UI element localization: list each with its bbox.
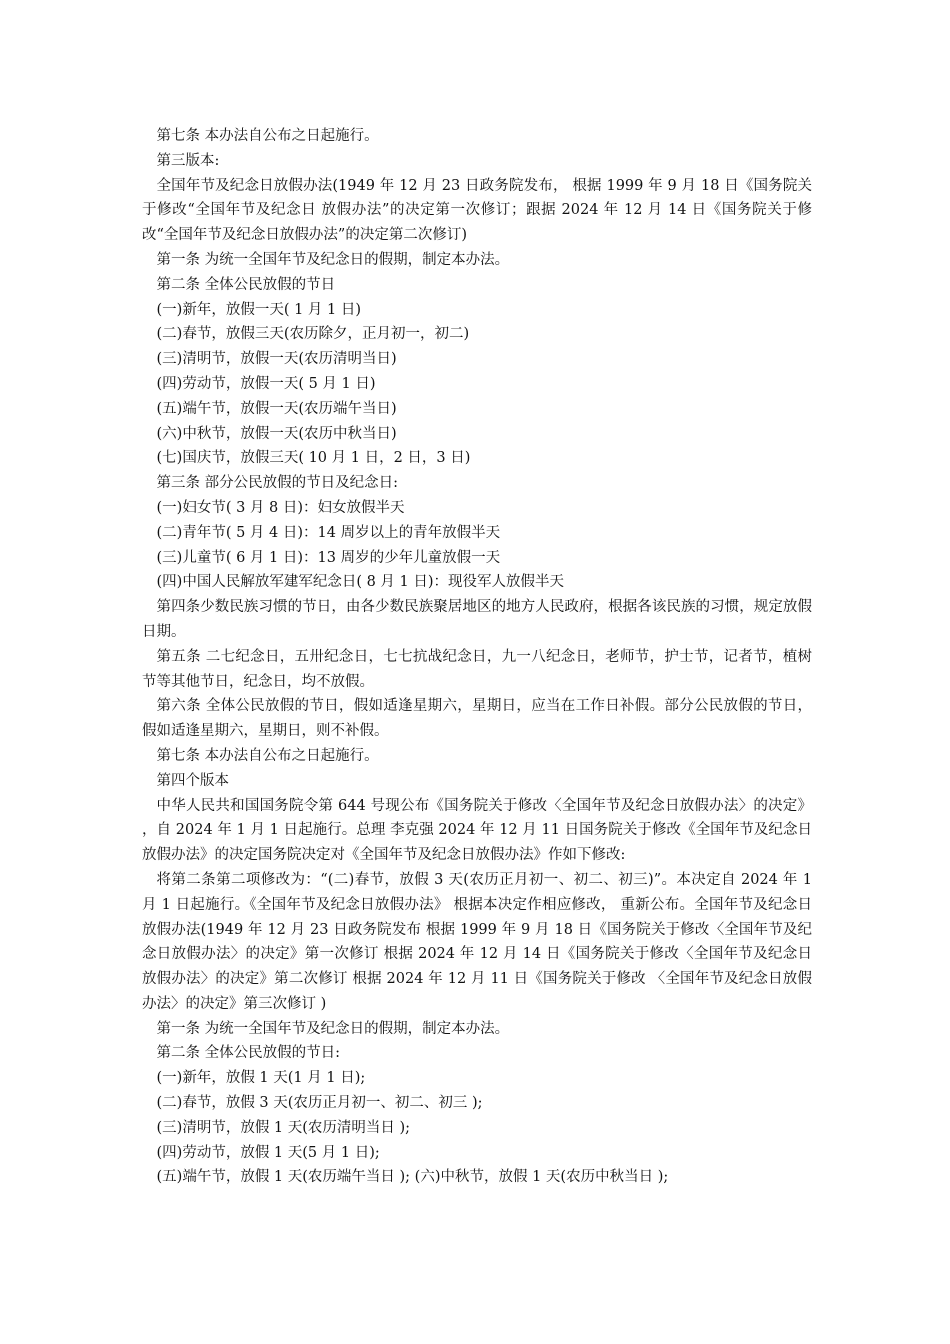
article-1: 第一条 为统一全国年节及纪念日的假期，制定本办法。 — [156, 251, 510, 268]
list-item: (四)劳动节，放假一天( 5 月 1 日) — [156, 375, 376, 392]
article-3: 第三条 部分公民放假的节日及纪念日: — [156, 475, 398, 492]
list-item: (一)妇女节( 3 月 8 日)：妇女放假半天 — [156, 499, 405, 516]
article-2: 第二条 全体公民放假的节日: — [156, 1045, 340, 1062]
article-2: 第二条 全体公民放假的节日 — [156, 276, 336, 293]
list-item: (五)端午节，放假 1 天(农历端午当日 ); (六)中秋节，放假 1 天(农历中秋当日 ); — [156, 1169, 669, 1186]
list-item: (五)端午节，放假一天(农历端午当日) — [156, 400, 397, 417]
list-item: (三)清明节，放假 1 天(农历清明当日 ); — [156, 1119, 411, 1136]
amendment-text: 将第二条第二项修改为：“(二)春节，放假 3 天(农历正月初一、初二、初三)”。本决定自 2024 年 1 月 1 日起施行。《全国年节及纪念日放假办法》 根据本决定作相应修改， 重新公布。全国年节及纪念日放假办法(1949 年 12 月 23 日政务院发布 根据 1999 年 9 月 18 日《国务院关于修改〈全国年节及纪念日放假办法〉的决定》第一次修订 根据 2024 年 12 月 14 日《国务院关于修改〈全国年节及纪念日放假办法〉的决定》第二次修订 根据 2024 年 12 月 11 日《国务院关于修改 〈全国年节及纪念日放假办法〉的决定》第三次修订 ) — [142, 871, 812, 1012]
article-7: 第七条 本办法自公布之日起施行。 — [156, 128, 379, 144]
article-5: 第五条 二七纪念日，五卅纪念日，七七抗战纪念日，九一八纪念日，老师节，护士节，记者节，植树节等其他节日，纪念日，均不放假。 — [142, 648, 812, 690]
article-7: 第七条 本办法自公布之日起施行。 — [156, 747, 379, 764]
version-3-title: 全国年节及纪念日放假办法(1949 年 12 月 23 日政务院发布， 根据 1999 年 9 月 18 日《国务院关于修改“全国年节及纪念日 放假办法”的决定第一次修订；跟据 2024 年 12 月 14 日《国务院关于修改“全国年节及纪念日放假办法”的决定第二次修订) — [142, 177, 812, 244]
article-4: 第四条少数民族习惯的节日，由各少数民族聚居地区的地方人民政府，根据各该民族的习惯，规定放假日期。 — [142, 599, 812, 640]
list-item: (七)国庆节，放假三天( 10 月 1 日，2 日，3 日) — [156, 450, 471, 467]
list-item: (二)青年节( 5 月 4 日)：14 周岁以上的青年放假半天 — [156, 524, 501, 541]
list-item: (一)新年，放假 1 天(1 月 1 日); — [156, 1070, 366, 1087]
list-item: (二)春节，放假 3 天(农历正月初一、初二、初三 ); — [156, 1095, 483, 1112]
list-item: (三)儿童节( 6 月 1 日)：13 周岁的少年儿童放假一天 — [156, 549, 501, 566]
list-item: (一)新年，放假一天( 1 月 1 日) — [156, 301, 362, 318]
version-3-heading: 第三版本: — [156, 152, 220, 169]
version-4-heading: 第四个版本 — [156, 772, 229, 789]
list-item: (二)春节，放假三天(农历除夕，正月初一，初二) — [156, 326, 470, 343]
article-6: 第六条 全体公民放假的节日，假如适逢星期六，星期日，应当在工作日补假。部分公民放假的节日，假如适逢星期六，星期日，则不补假。 — [142, 698, 812, 740]
list-item: (四)中国人民解放军建军纪念日( 8 月 1 日)：现役军人放假半天 — [156, 574, 565, 591]
article-1: 第一条 为统一全国年节及纪念日的假期，制定本办法。 — [156, 1020, 510, 1037]
document-page — [142, 124, 812, 1190]
state-council-order: 中华人民共和国国务院令第 644 号现公布《国务院关于修改〈全国年节及纪念日放假办法〉的决定》 ，自 2024 年 1 月 1 日起施行。总理 李克强 2024 年 12 月 11 日国务院关于修改《全国年节及纪念日放假办法》的决定国务院决定对《全国年节及纪念日放假办法》作如下修改: — [142, 797, 812, 864]
list-item: (六)中秋节，放假一天(农历中秋当日) — [156, 425, 397, 442]
list-item: (四)劳动节，放假 1 天(5 月 1 日); — [156, 1144, 380, 1161]
list-item: (三)清明节，放假一天(农历清明当日) — [156, 351, 397, 368]
